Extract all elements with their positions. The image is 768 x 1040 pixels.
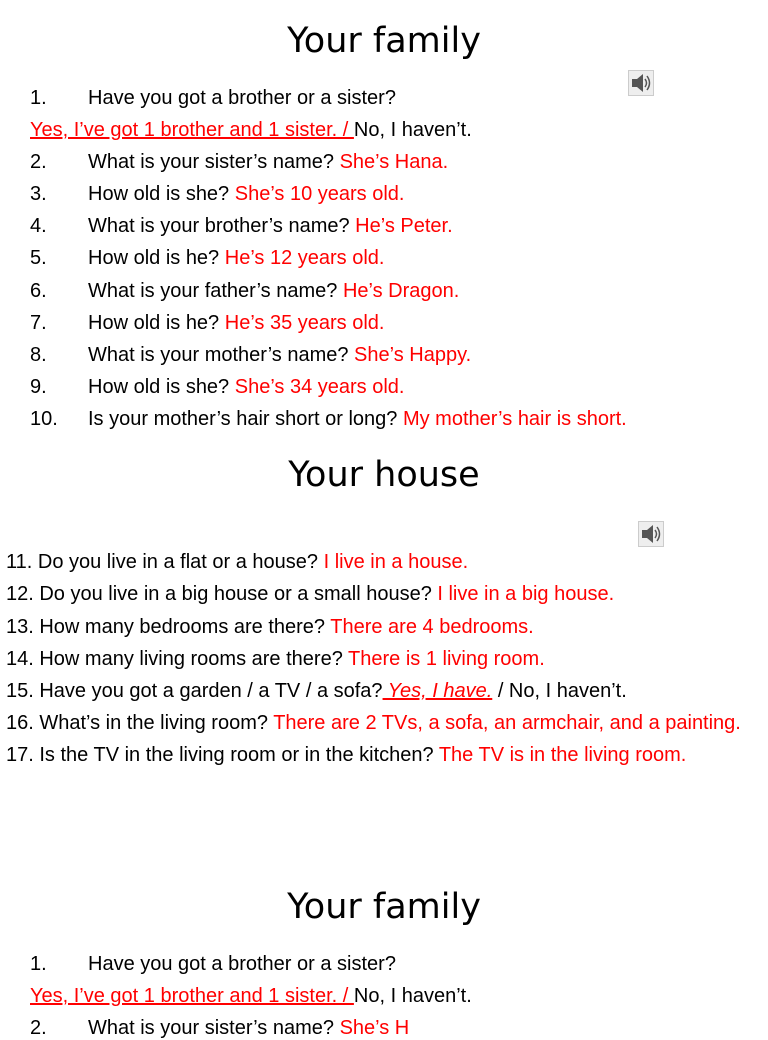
item-number: 9.: [30, 376, 47, 398]
answer-text: She’s Happy.: [354, 344, 472, 366]
question-text: What is your father’s name?: [88, 280, 343, 302]
page-title-family: Your family: [287, 21, 481, 61]
page-title-house: Your house: [288, 455, 480, 495]
item-number: 6.: [30, 280, 47, 302]
list-item: [6, 582, 614, 606]
item-number: 1.: [30, 87, 47, 109]
answer-line: [30, 118, 472, 142]
question-text: 15. Have you got a garden / a TV / a sofa?: [6, 680, 383, 702]
list-item: [6, 679, 627, 703]
list-item: [6, 615, 534, 639]
question-text: Have you got a brother or a sister?: [88, 87, 396, 109]
question-text: What is your sister’s name?: [88, 1017, 340, 1039]
question-text: What is your sister’s name?: [88, 151, 340, 173]
answer-text: I live in a big house.: [437, 583, 615, 605]
question-text: How old is she?: [88, 183, 235, 205]
question-text: 14. How many living rooms are there?: [6, 648, 349, 670]
question-text: 11. Do you live in a flat or a house?: [6, 551, 324, 573]
speaker-icon[interactable]: [628, 70, 654, 96]
answer-text: There are 2 TVs, a sofa, an armchair, and a painting.: [273, 712, 741, 734]
answer-text: Yes, I have.: [382, 680, 493, 702]
item-number: 1.: [30, 953, 47, 975]
answer-text: Yes, I’ve got 1 brother and 1 sister. /: [30, 985, 354, 1007]
page-title-family-repeat: Your family: [287, 887, 481, 927]
list-item: [6, 711, 741, 735]
item-number: 5.: [30, 247, 47, 269]
answer-text: She’s Hana.: [339, 151, 449, 173]
answer-text: He’s Peter.: [355, 215, 453, 237]
answer-alt-text: No, I haven’t.: [353, 119, 472, 141]
list-item: [6, 743, 686, 767]
answer-text: She’s 10 years old.: [234, 183, 405, 205]
question-text: Have you got a brother or a sister?: [88, 953, 396, 975]
answer-text: The TV is in the living room.: [438, 744, 687, 766]
question-text: 17. Is the TV in the living room or in the kitchen?: [6, 744, 439, 766]
list-item: [6, 647, 545, 671]
answer-text: She’s H: [339, 1017, 410, 1039]
question-text: What is your mother’s name?: [88, 344, 355, 366]
question-text: 12. Do you live in a big house or a small house?: [6, 583, 438, 605]
speaker-icon[interactable]: [638, 521, 664, 547]
question-text: How old is she?: [88, 376, 235, 398]
answer-text: She’s 34 years old.: [234, 376, 405, 398]
answer-alt-text: No, I haven’t.: [353, 985, 472, 1007]
answer-text: There is 1 living room.: [348, 648, 545, 670]
item-number: 2.: [30, 1017, 47, 1039]
answer-text: My mother’s hair is short.: [402, 408, 627, 430]
answer-text: He’s Dragon.: [342, 280, 460, 302]
answer-text: He’s 35 years old.: [224, 312, 385, 334]
item-number: 2.: [30, 151, 47, 173]
question-text: How old is he?: [88, 247, 225, 269]
answer-alt-text: / No, I haven’t.: [492, 680, 627, 702]
list-item: [6, 550, 468, 574]
answer-text: There are 4 bedrooms.: [330, 616, 534, 638]
question-text: What is your brother’s name?: [88, 215, 356, 237]
item-number: 7.: [30, 312, 47, 334]
question-text: How old is he?: [88, 312, 225, 334]
answer-text: Yes, I’ve got 1 brother and 1 sister. /: [30, 119, 354, 141]
item-number: 3.: [30, 183, 47, 205]
question-text: 13. How many bedrooms are there?: [6, 616, 331, 638]
item-number: 4.: [30, 215, 47, 237]
question-text: Is your mother’s hair short or long?: [88, 408, 403, 430]
question-text: 16. What’s in the living room?: [6, 712, 274, 734]
answer-text: I live in a house.: [323, 551, 469, 573]
answer-text: He’s 12 years old.: [224, 247, 385, 269]
item-number: 8.: [30, 344, 47, 366]
item-number: 10.: [30, 408, 58, 430]
answer-line: [30, 984, 472, 1008]
